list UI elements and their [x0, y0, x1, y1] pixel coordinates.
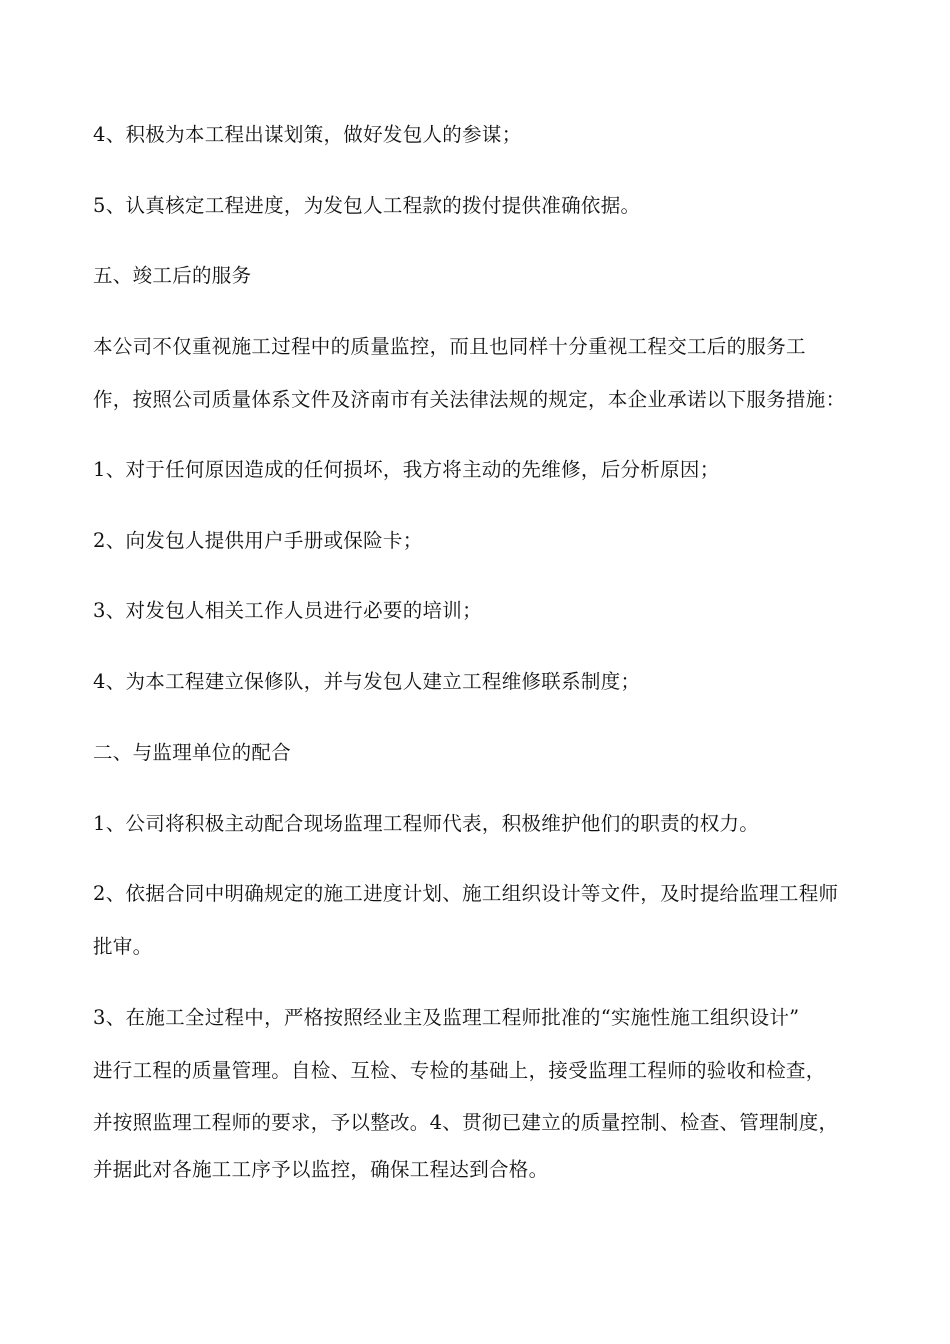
- paragraph-line: 并按照监理工程师的要求，予以整改。4、贯彻已建立的质量控制、检查、管理制度，: [93, 1111, 839, 1134]
- paragraph-line: 3、在施工全过程中，严格按照经业主及监理工程师批准的“实施性施工组织设计”: [93, 1006, 800, 1029]
- paragraph-line: 本公司不仅重视施工过程中的质量监控，而且也同样十分重视工程交工后的服务工: [93, 335, 806, 358]
- list-item-1-cooperate: 1、公司将积极主动配合现场监理工程师代表，积极维护他们的职责的权力。: [93, 812, 760, 835]
- list-item-4-advise: 4、积极为本工程出谋划策，做好发包人的参谋；: [93, 123, 522, 146]
- paragraph-line: 作，按照公司质量体系文件及济南市有关法律法规的规定，本企业承诺以下服务措施：: [93, 388, 846, 411]
- list-item-4-maintenance-team: 4、为本工程建立保修队，并与发包人建立工程维修联系制度；: [93, 670, 641, 693]
- section-heading-after-completion-service: 五、竣工后的服务: [93, 264, 252, 287]
- list-item-2-manual: 2、向发包人提供用户手册或保险卡；: [93, 529, 423, 552]
- list-item-1-repair: 1、对于任何原因造成的任何损坏，我方将主动的先维修，后分析原因；: [93, 458, 720, 481]
- list-item-5-progress: 5、认真核定工程进度，为发包人工程款的拨付提供准确依据。: [93, 194, 641, 217]
- paragraph-line: 并据此对各施工工序予以监控，确保工程达到合格。: [93, 1158, 549, 1181]
- list-item-3-training: 3、对发包人相关工作人员进行必要的培训；: [93, 599, 482, 622]
- section-heading-supervision-cooperation: 二、与监理单位的配合: [93, 741, 292, 764]
- paragraph-line: 2、依据合同中明确规定的施工进度计划、施工组织设计等文件，及时提给监理工程师: [93, 882, 839, 905]
- paragraph-line: 进行工程的质量管理。自检、互检、专检的基础上，接受监理工程师的验收和检查，: [93, 1059, 826, 1082]
- paragraph-line: 批审。: [93, 935, 153, 958]
